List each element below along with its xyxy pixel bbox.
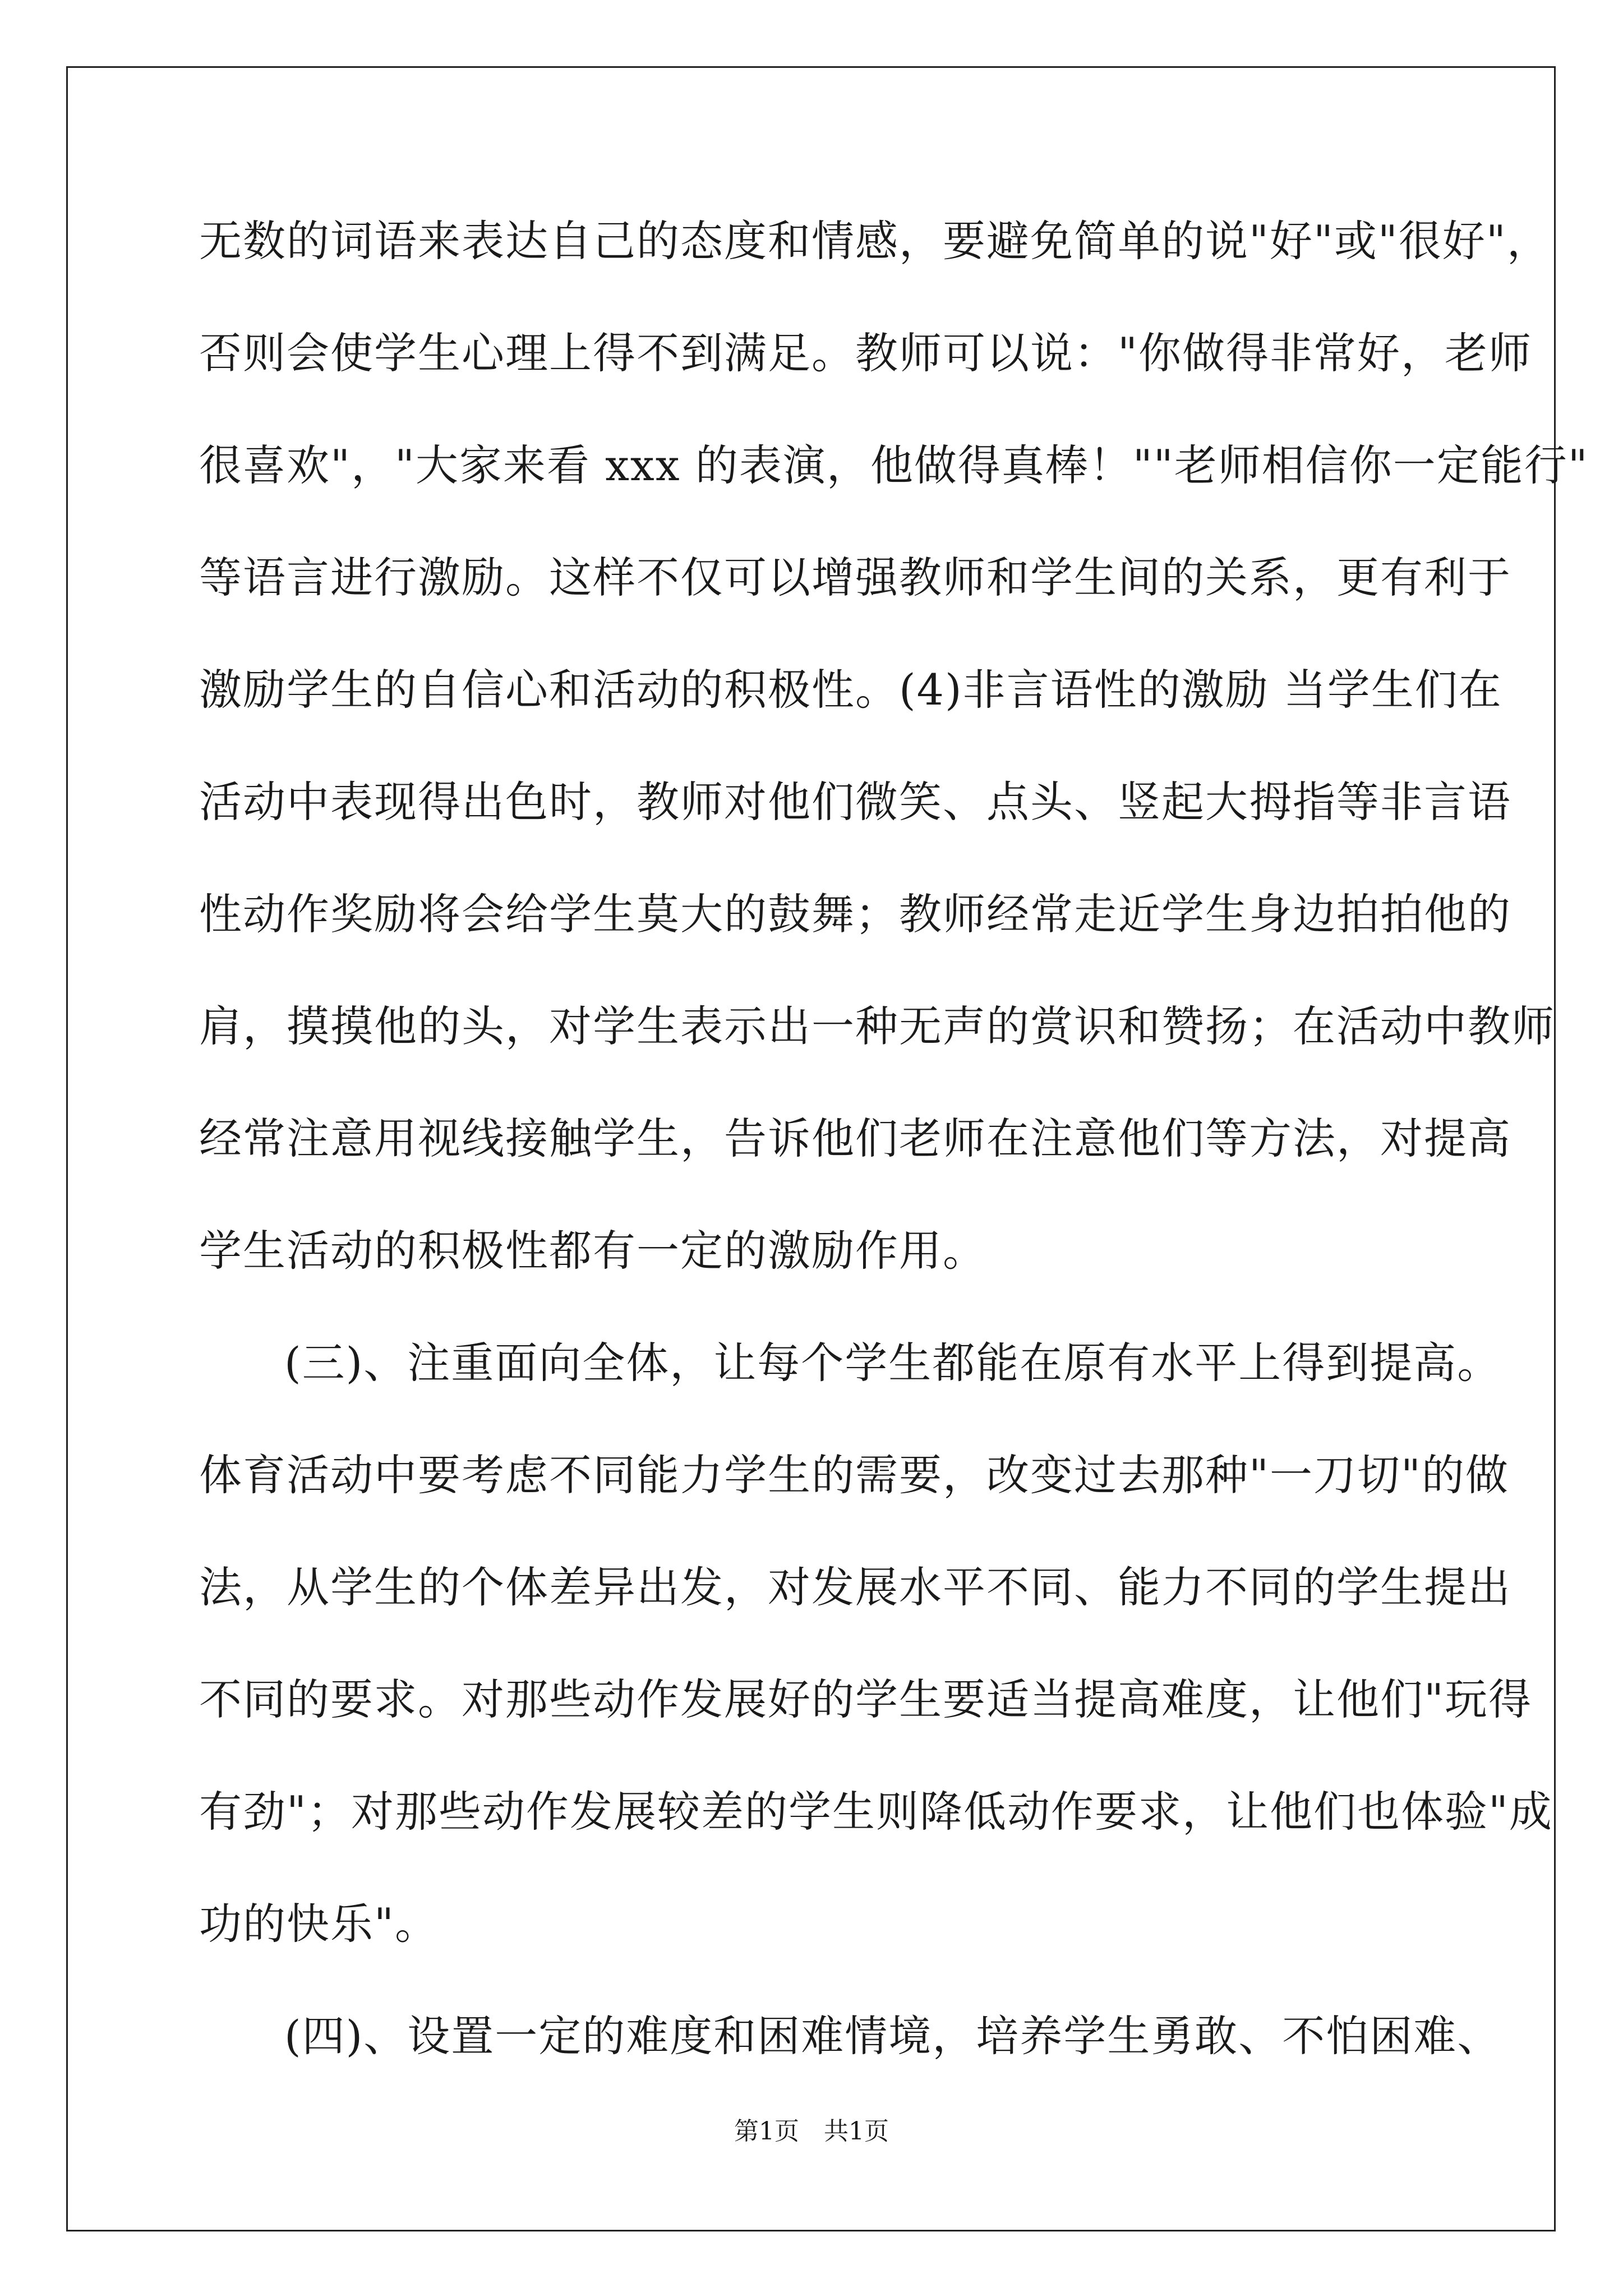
text-line: 活动中表现得出色时，教师对他们微笑、点头、竖起大拇指等非言语	[199, 777, 1511, 827]
text-line: 性动作奖励将会给学生莫大的鼓舞；教师经常走近学生身边拍拍他的	[199, 889, 1511, 939]
section-heading-line: (四)、设置一定的难度和困难情境，培养学生勇敢、不怕困难、	[284, 2011, 1501, 2061]
text-line: 很喜欢"，"大家来看 xxx 的表演，他做得真棒！""老师相信你一定能行"	[199, 440, 1589, 490]
text-line: 激励学生的自信心和活动的积极性。(4)非言语性的激励 当学生们在	[199, 665, 1502, 715]
document-body	[199, 185, 1589, 2092]
text-line: 学生活动的积极性都有一定的激励作用。	[199, 1226, 986, 1276]
text-line: 不同的要求。对那些动作发展好的学生要适当提高难度，让他们"玩得	[199, 1674, 1532, 1724]
text-line: 功的快乐"。	[199, 1899, 439, 1949]
text-line: 否则会使学生心理上得不到满足。教师可以说："你做得非常好，老师	[199, 328, 1532, 378]
text-line: 经常注意用视线接触学生，告诉他们老师在注意他们等方法，对提高	[199, 1114, 1511, 1163]
page-number-footer: 第1页 共1页	[734, 2117, 889, 2146]
text-line: 无数的词语来表达自己的态度和情感，要避免简单的说"好"或"很好"，	[199, 216, 1551, 266]
text-line: 法，从学生的个体差异出发，对发展水平不同、能力不同的学生提出	[199, 1562, 1511, 1612]
text-line: 有劲"；对那些动作发展较差的学生则降低动作要求，让他们也体验"成	[199, 1787, 1553, 1837]
text-line: 等语言进行激励。这样不仅可以增强教师和学生间的关系，更有利于	[199, 553, 1511, 602]
text-line: 体育活动中要考虑不同能力学生的需要，改变过去那种"一刀切"的做	[199, 1450, 1509, 1500]
text-line: 肩，摸摸他的头，对学生表示出一种无声的赏识和赞扬；在活动中教师	[199, 1001, 1555, 1051]
section-heading-line: (三)、注重面向全体，让每个学生都能在原有水平上得到提高。	[284, 1338, 1501, 1388]
